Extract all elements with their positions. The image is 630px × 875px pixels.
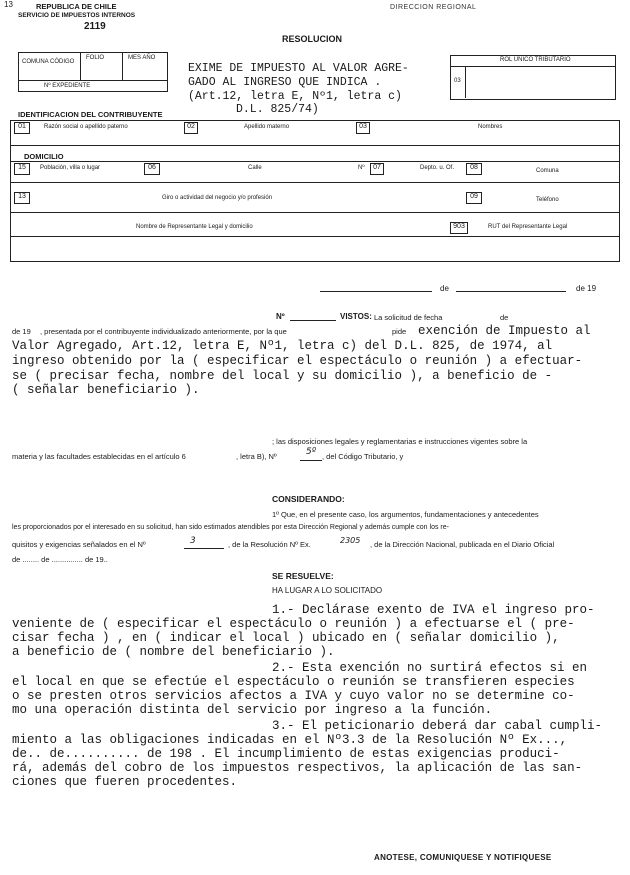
legal-line-2a: materia y las facultades establecidas en el artículo 6	[12, 452, 186, 461]
resolve-p1-line-4: a beneficio de ( nombre del beneficiario ).	[12, 645, 335, 659]
subject-line-3: (Art.12, letra E, Nº1, letra c)	[188, 90, 402, 103]
field-code-09: 09	[466, 192, 482, 204]
vistos-typed-5: ( señalar beneficiario ).	[12, 383, 200, 397]
vistos-typed-2: Valor Agregado, Art.12, letra E, Nº1, letra c) del D.L. 825, de 1974, al	[12, 339, 553, 353]
legal-line-1: ; las disposiciones legales y reglamentarias e instrucciones vigentes sobre la	[272, 437, 528, 446]
page-title: RESOLUCION	[282, 34, 343, 44]
date-de-1: de	[440, 284, 449, 293]
vistos-line2-prefix: de 19	[12, 327, 31, 336]
field-code-01: 01	[14, 122, 30, 134]
considerando-line-3b: , de la Resolución Nº Ex.	[228, 540, 311, 549]
phone-label: Teléfono	[536, 197, 559, 203]
comuna-label: Comuna	[536, 168, 559, 174]
subject-line-4: D.L. 825/74)	[236, 103, 319, 116]
resolve-p1-line-3: cisar fecha ) , en ( indicar el local ) ubicado en ( señalar domicilio ),	[12, 631, 560, 645]
apartment-label: Depto. u. Of.	[420, 165, 455, 171]
vistos-typed-1: exención de Impuesto al	[418, 324, 591, 338]
vistos-text: La solicitud de fecha	[374, 313, 443, 322]
considerando-resolution-number: 2305	[340, 536, 361, 545]
field-code-903: 903	[450, 222, 468, 234]
resolve-p3-line-4: rá, además del cobro de los impuestos respectivos, la aplicación de las san-	[12, 761, 583, 775]
vistos-typed-3: ingreso obtenido por la ( especificar el espectáculo o reunión ) a efectuar-	[12, 354, 583, 368]
corner-mark: 13	[4, 0, 13, 9]
row-1-divider	[10, 145, 620, 146]
legal-number-underline	[300, 460, 322, 461]
row-3-divider	[10, 182, 620, 183]
resolve-p2-line-2: el local en que se efectúe el espectáculo o reunión se transfieren especies	[12, 675, 575, 689]
resolve-p3-line-3: de.. de.......... de 198 . El incumplimiento de estas exigencias produci-	[12, 747, 560, 761]
resolve-p3-line-2: miento a las obligaciones indicadas en el Nº3.3 de la Resolución Nº Ex...,	[12, 733, 568, 747]
rut-label: ROL UNICO TRIBUTARIO	[500, 57, 571, 63]
resolve-p1-line-2: veniente de ( especificar el espectáculo o reunión ) a efectuarse el ( pre-	[12, 617, 575, 631]
resolution-number-blank	[290, 320, 336, 321]
field-code-02: 02	[184, 122, 198, 134]
legal-rep-rut-label: RUT del Representante Legal	[488, 224, 568, 230]
resolve-heading: SE RESUELVE:	[272, 571, 334, 581]
considerando-line-3a: quisitos y exigencias señalados en el Nº	[12, 540, 146, 549]
resolve-p3-line-1: 3.- El peticionario deberá dar cabal cumpli-	[272, 719, 603, 733]
form-number: 2119	[84, 21, 106, 32]
rut-code-divider	[465, 66, 466, 98]
resolve-subtitle: HA LUGAR A LO SOLICITADO	[272, 586, 383, 595]
legal-line-2b: , letra B), Nº	[236, 452, 277, 461]
rut-code: 03	[454, 78, 461, 84]
field-code-06: 06	[144, 163, 160, 175]
republic-name: REPUBLICA DE CHILE	[36, 2, 117, 11]
vistos-typed-4: se ( precisar fecha, nombre del local y su domicilio ), a beneficio de -	[12, 369, 553, 383]
considerando-line-3c: , de la Dirección Nacional, publicada en el Diario Oficial	[370, 540, 555, 549]
field-code-07: 07	[370, 163, 384, 175]
taxpayer-form	[10, 120, 620, 262]
resolve-p1-line-1: 1.- Declárase exento de IVA el ingreso pro-	[272, 603, 595, 617]
field-code-13: 13	[14, 192, 30, 204]
expediente-vdivider-2	[122, 52, 123, 80]
field-code-03: 03	[356, 122, 370, 134]
vistos-heading: VISTOS:	[340, 312, 372, 321]
maternal-surname-label: Apellido materno	[244, 124, 290, 130]
paternal-surname-label: Razón social o apellido paterno	[44, 124, 128, 130]
comuna-code-label: COMUNA CÓDIGO	[22, 59, 75, 65]
closing-formula: ANOTESE, COMUNIQUESE Y NOTIFIQUESE	[374, 853, 552, 862]
folio-label: FOLIO	[86, 55, 105, 61]
row-4-divider	[10, 212, 620, 213]
names-label: Nombres	[478, 124, 503, 130]
date-blank-1	[320, 291, 432, 292]
town-label: Población, villa o lugar	[40, 165, 101, 171]
considerando-line-4: de ........ de ............... de 19..	[12, 555, 108, 564]
vistos-de: de	[500, 313, 509, 322]
legal-line-2c: , del Código Tributario, y	[322, 452, 404, 461]
resolve-p3-line-5: ciones que fueren procedentes.	[12, 775, 238, 789]
date-de-2: de 19	[576, 284, 597, 293]
legal-rep-label: Nombre de Representante Legal y domicilio	[136, 224, 253, 230]
resolve-p2-line-3: o se presten otros servicios afectos a IVA y cuyo valor no se determine co-	[12, 689, 575, 703]
resolve-p2-line-1: 2.- Esta exención no surtirá efectos si en	[272, 661, 588, 675]
subject-line-2: GADO AL INGRESO QUE INDICA .	[188, 76, 382, 89]
expediente-divider	[18, 80, 168, 81]
field-code-15: 15	[14, 163, 30, 175]
street-number-label: Nº	[358, 165, 365, 171]
business-activity-label: Giro o actividad del negocio y/o profesión	[162, 195, 273, 201]
month-year-label: MES AÑO	[128, 55, 156, 61]
considerando-number-underline	[184, 548, 224, 549]
service-name: SERVICIO DE IMPUESTOS INTERNOS	[18, 12, 136, 19]
street-label: Calle	[248, 165, 262, 171]
date-blank-2	[456, 291, 566, 292]
domicile-title: DOMICILIO	[24, 152, 64, 161]
field-code-08: 08	[466, 163, 482, 175]
considerando-line-1: 1º Que, en el presente caso, los argumentos, fundamentaciones y antecedentes	[272, 510, 539, 519]
vistos-pide: pide	[392, 327, 407, 336]
rut-divider	[451, 66, 615, 67]
legal-number: 5º	[306, 447, 316, 457]
expediente-label: Nº EXPEDIENTE	[44, 83, 91, 89]
taxpayer-section-title: IDENTIFICACION DEL CONTRIBUYENTE	[18, 110, 163, 119]
resolution-number-label: Nº	[276, 312, 285, 321]
vistos-line2-text: , presentada por el contribuyente individualizado anteriormente, por la que	[40, 327, 287, 336]
considerando-heading: CONSIDERANDO:	[272, 494, 345, 504]
regional-direction: DIRECCION REGIONAL	[390, 4, 477, 11]
expediente-vdivider-1	[80, 52, 81, 80]
subject-line-1: EXIME DE IMPUESTO AL VALOR AGRE-	[188, 62, 409, 75]
row-2-divider	[10, 161, 620, 162]
row-5-divider	[10, 236, 620, 237]
resolve-p2-line-4: mo una operación distinta del servicio por ingreso a la función.	[12, 703, 493, 717]
considerando-line-2: les proporcionados por el interesado en su solicitud, han sido estimados atendibles por esta Dirección Regional y además cumple con los re-	[12, 524, 449, 531]
considerando-number: 3	[190, 536, 196, 546]
